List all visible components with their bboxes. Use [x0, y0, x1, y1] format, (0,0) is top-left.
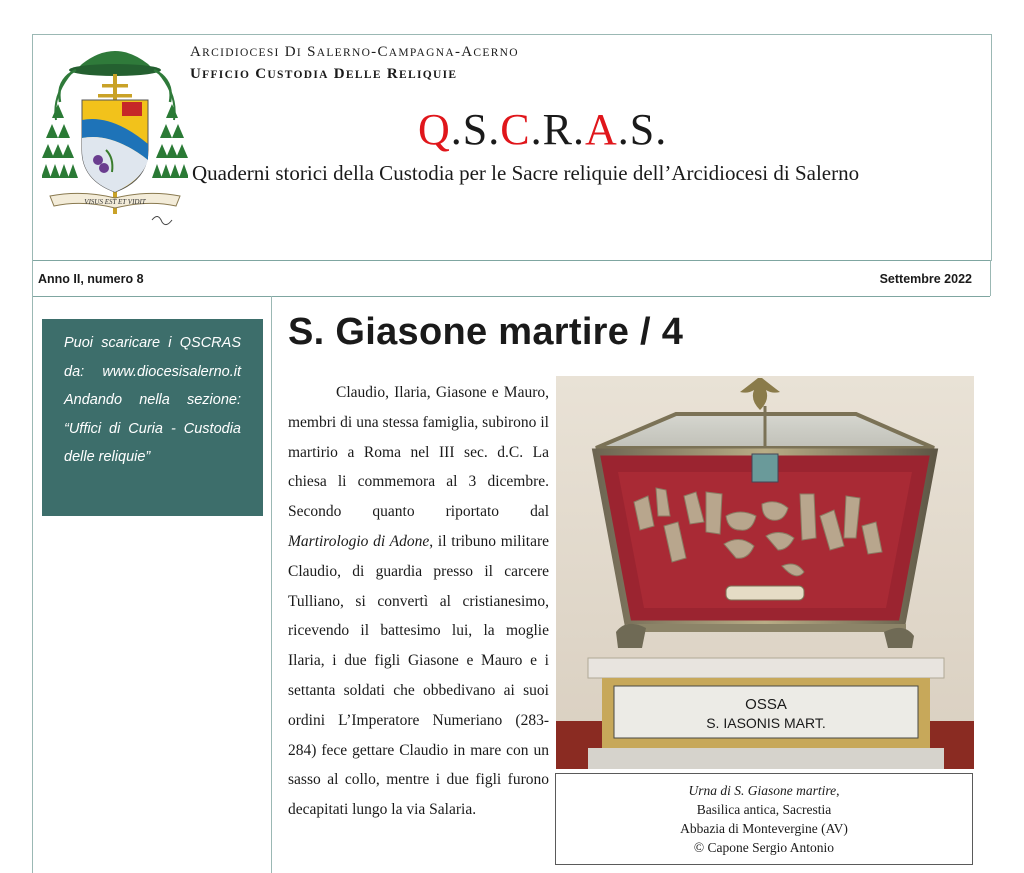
- source-title: Martirologio di Adone: [288, 532, 430, 550]
- diocese-name: ARCIDIOCESI DI SALERNO-CAMPAGNA-ACERNO: [190, 44, 519, 60]
- svg-text:VISUS EST ET VIDIT: VISUS EST ET VIDIT: [84, 198, 146, 206]
- plaque-line-1: OSSA: [745, 696, 787, 713]
- masthead-title: Q.S.C.R.A.S.: [418, 105, 668, 154]
- reliquary-photo: [556, 376, 974, 769]
- caption-title: Urna di S. Giasone martire,: [688, 783, 840, 798]
- masthead-subtitle: Quaderni storici della Custodia per le Sacre reliquie dell’Arcidiocesi di Salerno: [192, 161, 860, 185]
- issue-date: Settembre 2022: [879, 272, 972, 286]
- office-name: UFFICIO CUSTODIA DELLE RELIQUIE: [190, 66, 458, 82]
- issue-number: Anno II, numero 8: [38, 272, 144, 286]
- download-info-box: Puoi scaricare i QSCRAS da: www.diocesisalerno.it Andando nella sezione: “Uffici di Curia - Custodia delle reliquie”: [42, 319, 263, 516]
- archdiocese-crest-logo: [42, 40, 188, 240]
- plaque-line-2: S. IASONIS MART.: [706, 715, 826, 731]
- article-paragraph: Claudio, Ilaria, Giasone e Mauro, membri di una stessa famiglia, subirono il martirio a Roma nel III sec. d.C. La chiesa li commemora al 3 dicembre. Secondo quanto riportato dal Martirologio di Adone, il tribuno militare Claudio, di guardia presso il carcere Tulliano, si convertì al cristianesimo, ricevendo il battesimo lui, la moglie Ilaria, i due figli Giasone e Mauro e i settanta soldati che obbedivano ai suoi ordini L’Imperatore Numeriano (283-284) fece gettare Claudio in mare con un sasso al collo, mentre i due figli furono decapitati lungo la via Salaria.: [288, 384, 549, 819]
- caption-credit: © Capone Sergio Antonio: [693, 840, 835, 855]
- issue-bar-left-border: [32, 260, 33, 296]
- article-title: S. Giasone martire / 4: [288, 311, 684, 353]
- header-divider: [32, 260, 990, 261]
- caption-abbey: Abbazia di Montevergine (AV): [680, 821, 848, 836]
- issue-bar-divider: [32, 296, 990, 297]
- page-left-border: [32, 296, 33, 873]
- photo-caption: [555, 773, 973, 865]
- article-body: [288, 378, 549, 825]
- issue-bar-right-border: [990, 260, 991, 296]
- column-divider: [271, 296, 272, 873]
- caption-location: Basilica antica, Sacrestia: [696, 802, 832, 817]
